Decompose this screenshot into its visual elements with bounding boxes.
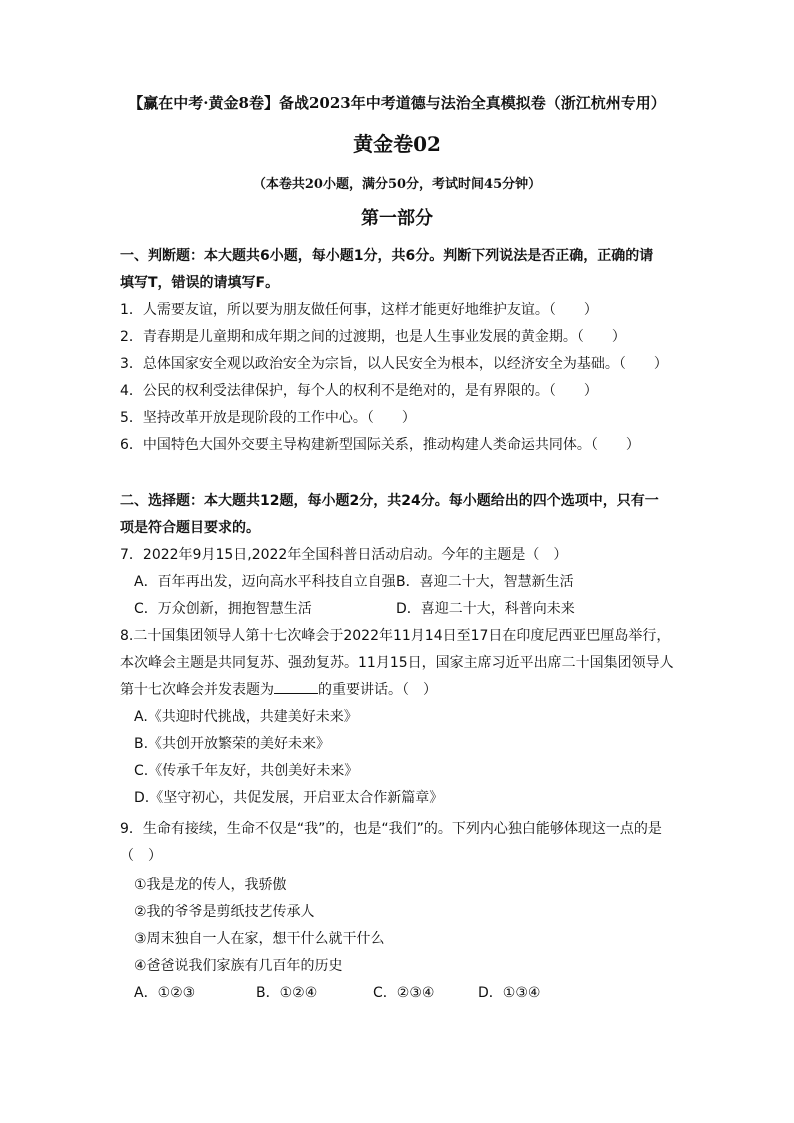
question-8-line3-after: 的重要讲话。（ ） — [318, 682, 437, 698]
section1-heading-line1: 一、判断题：本大题共6小题，每小题1分，共6分。判断下列说法是否正确，正确的请 — [120, 248, 654, 264]
question-8-line3 — [120, 681, 437, 699]
question-7-option-a: A．百年再出发，迈向高水平科技自立自强 — [134, 574, 396, 590]
question-8-line2: 本次峰会主题是共同复苏、强劲复苏。11月15日，国家主席习近平出席二十国集团领导人 — [120, 655, 674, 671]
question-8-line1: 8.二十国集团领导人第十七次峰会于2022年11月14日至17日在印度尼西亚巴厘岛举行， — [120, 628, 671, 644]
question-9-statement-1: ①我是龙的传人，我骄傲 — [134, 877, 287, 893]
section2-heading-line1: 二、选择题：本大题共12题，每小题2分，共24分。每小题给出的四个选项中，只有一 — [120, 493, 659, 509]
question-7-option-d: D．喜迎二十大，科普向未来 — [396, 601, 575, 617]
question-8-option-a: A.《共迎时代挑战，共建美好未来》 — [134, 709, 358, 725]
part-heading: 第一部分 — [361, 208, 433, 229]
judge-item-1: 1．人需要友谊，所以要为朋友做任何事，这样才能更好地维护友谊。（ ） — [120, 302, 598, 318]
judge-item-2: 2．青春期是儿童期和成年期之间的过渡期，也是人生事业发展的黄金期。（ ） — [120, 329, 626, 345]
question-9-statement-4: ④爸爸说我们家族有几百年的历史 — [134, 958, 343, 974]
question-7-option-b: B．喜迎二十大，智慧新生活 — [396, 574, 574, 590]
judge-item-6: 6．中国特色大国外交要主导构建新型国际关系，推动构建人类命运共同体。（ ） — [120, 437, 640, 453]
question-8-option-c: C.《传承千年友好，共创美好未来》 — [134, 763, 359, 779]
question-9-line2: （ ） — [120, 848, 162, 864]
question-9-statement-2: ②我的爷爷是剪纸技艺传承人 — [134, 904, 315, 920]
question-9-option-b: B．①②④ — [256, 985, 318, 1001]
judge-item-5: 5．坚持改革开放是现阶段的工作中心。（ ） — [120, 410, 416, 426]
answer-blank — [274, 681, 318, 694]
question-9-line1: 9．生命有接续，生命不仅是“我”的，也是“我们”的。下列内心独白能够体现这一点的是 — [120, 821, 662, 837]
section2-heading-line2: 项是符合题目要求的。 — [120, 520, 260, 536]
question-8-option-d: D.《坚守初心，共促发展，开启亚太合作新篇章》 — [134, 790, 444, 806]
question-8-option-b: B.《共创开放繁荣的美好未来》 — [134, 736, 331, 752]
section1-heading-line2: 填写T，错误的请填写F。 — [120, 275, 280, 291]
question-9-option-c: C．②③④ — [373, 985, 435, 1001]
question-7-stem: 7．2022年9月15日,2022年全国科普日活动启动。今年的主题是（ ） — [120, 547, 568, 563]
question-9-option-d: D．①③④ — [478, 985, 541, 1001]
paper-title: 黄金卷02 — [353, 132, 441, 156]
question-7-option-c: C．万众创新，拥抱智慧生活 — [134, 601, 312, 617]
question-9-statement-3: ③周末独自一人在家，想干什么就干什么 — [134, 931, 385, 947]
judge-item-4: 4．公民的权利受法律保护，每个人的权利不是绝对的，是有界限的。（ ） — [120, 383, 598, 399]
question-9-option-a: A．①②③ — [134, 985, 196, 1001]
paper-subtitle: （本卷共20小题，满分50分，考试时间45分钟） — [252, 177, 542, 192]
question-8-line3-before: 第十七次峰会并发表题为 — [120, 682, 274, 698]
exam-series-title: 【赢在中考·黄金8卷】备战2023年中考道德与法治全真模拟卷（浙江杭州专用） — [128, 94, 666, 112]
judge-item-3: 3．总体国家安全观以政治安全为宗旨，以人民安全为根本，以经济安全为基础。（ ） — [120, 356, 668, 372]
